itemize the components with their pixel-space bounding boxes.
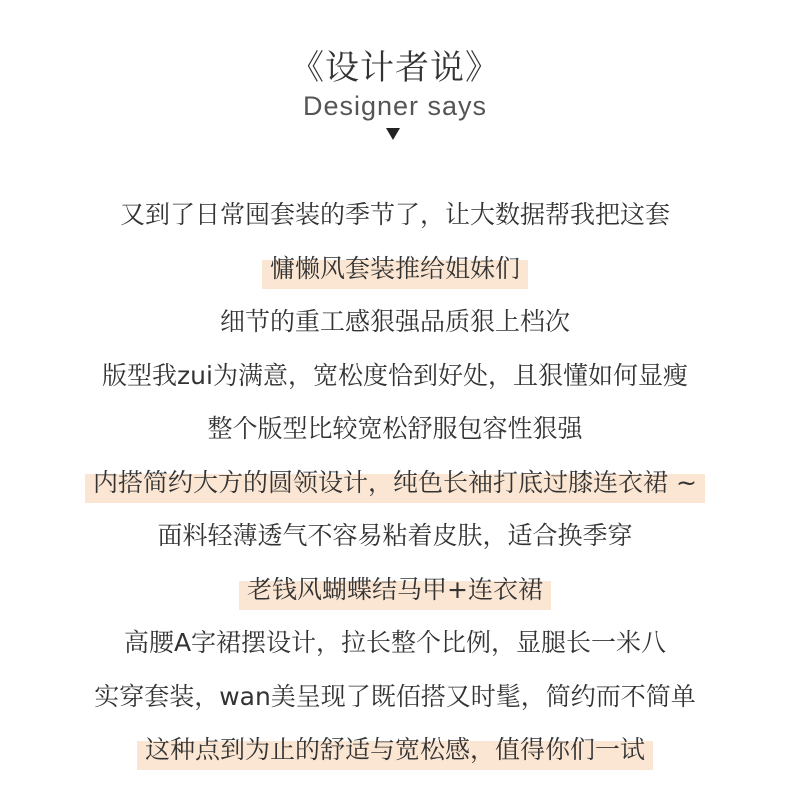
description-line-text: 实穿套装，wan美呈现了既佰搭又时髦，简约而不简单 <box>94 681 696 711</box>
description-line <box>0 516 790 570</box>
description-line <box>0 356 790 410</box>
down-triangle-icon <box>386 128 400 140</box>
description-line-text: 又到了日常囤套装的季节了，让大数据帮我把这套 <box>119 200 670 229</box>
description-line-text: 内搭简约大方的圆领设计，纯色长袖打底过膝连衣裙 ~ <box>85 463 705 503</box>
page-title: 《设计者说》 <box>290 48 500 88</box>
description-line <box>0 249 790 303</box>
description-list <box>0 195 790 784</box>
description-line <box>0 730 790 784</box>
description-line-text: 高腰A字裙摆设计，拉长整个比例，显腿长一米八 <box>123 628 667 657</box>
page-subtitle: Designer says <box>302 91 488 121</box>
description-line-text: 老钱风蝴蝶结马甲+连衣裙 <box>239 570 551 610</box>
description-line-text: 细节的重工感狠强品质狠上档次 <box>219 307 570 336</box>
description-line-text: 版型我zui为满意，宽松度恰到好处，且狠懂如何显瘦 <box>102 360 688 390</box>
description-line-text: 这种点到为止的舒适与宽松感，值得你们一试 <box>137 730 653 770</box>
description-line <box>0 302 790 356</box>
description-line <box>0 677 790 731</box>
description-line <box>0 570 790 624</box>
description-line-text: 面料轻薄透气不容易粘着皮肤，适合换季穿 <box>157 521 633 550</box>
description-line <box>0 623 790 677</box>
description-line <box>0 195 790 249</box>
description-line-text: 慵懒风套装推给姐妹们 <box>262 249 528 289</box>
description-line <box>0 463 790 517</box>
description-line-text: 整个版型比较宽松舒服包容性狠强 <box>207 414 583 443</box>
description-line <box>0 409 790 463</box>
